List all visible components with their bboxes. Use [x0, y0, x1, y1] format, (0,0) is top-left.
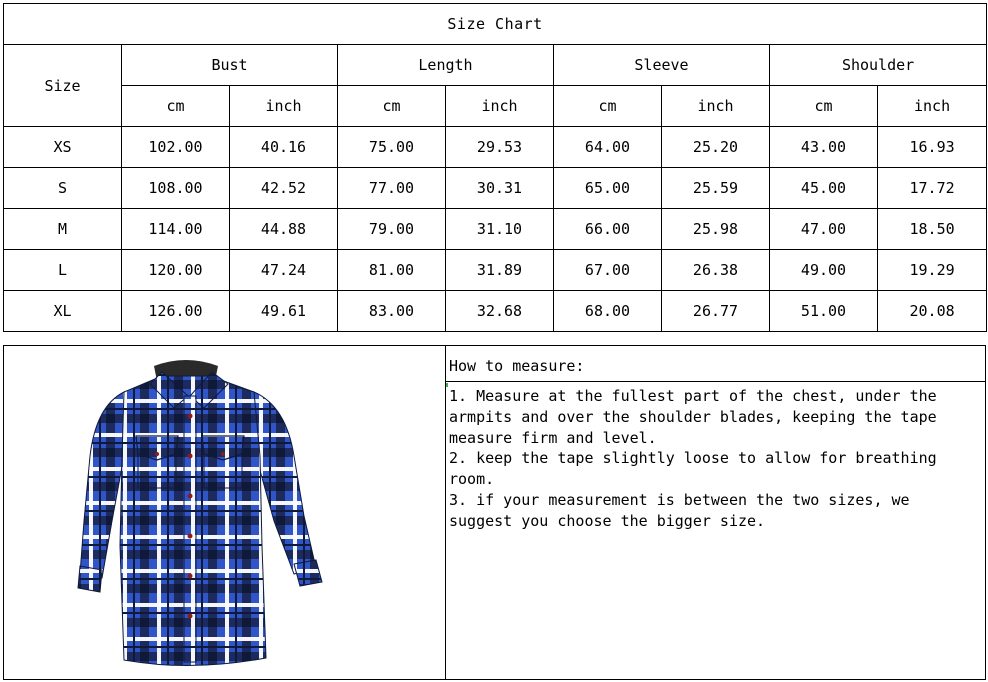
group-header-shoulder: Shoulder: [770, 45, 987, 86]
measure-steps: [449, 386, 981, 532]
size-column-header: Size: [4, 45, 122, 127]
size-label: XS: [4, 127, 122, 168]
cell-marker: [446, 383, 448, 387]
group-header-bust: Bust: [122, 45, 338, 86]
table-cell: 51.00: [770, 291, 878, 332]
table-cell: 26.38: [662, 250, 770, 291]
table-row: [4, 127, 987, 168]
how-to-measure-cell: [446, 346, 985, 679]
table-cell: 30.31: [446, 168, 554, 209]
table-cell: 42.52: [230, 168, 338, 209]
measure-step: 2. keep the tape slightly loose to allow for breathing room.: [449, 449, 937, 489]
table-cell: 43.00: [770, 127, 878, 168]
how-to-measure-title: How to measure:: [446, 346, 985, 382]
table-cell: 25.20: [662, 127, 770, 168]
size-chart-table: [3, 3, 987, 332]
table-cell: 49.00: [770, 250, 878, 291]
table-row: [4, 168, 987, 209]
table-cell: 19.29: [878, 250, 987, 291]
unit-header: inch: [446, 86, 554, 127]
table-cell: 31.89: [446, 250, 554, 291]
table-cell: 49.61: [230, 291, 338, 332]
table-cell: 26.77: [662, 291, 770, 332]
unit-header: inch: [878, 86, 987, 127]
table-cell: 75.00: [338, 127, 446, 168]
table-cell: 114.00: [122, 209, 230, 250]
table-cell: 25.98: [662, 209, 770, 250]
table-cell: 20.08: [878, 291, 987, 332]
measure-step: 1. Measure at the fullest part of the chest, under the armpits and over the shoulder blades, keeping the tape measure firm and level.: [449, 387, 937, 447]
unit-header: cm: [122, 86, 230, 127]
table-cell: 68.00: [554, 291, 662, 332]
table-cell: 29.53: [446, 127, 554, 168]
table-row: [4, 291, 987, 332]
table-cell: 108.00: [122, 168, 230, 209]
table-cell: 47.00: [770, 209, 878, 250]
table-cell: 67.00: [554, 250, 662, 291]
table-cell: 18.50: [878, 209, 987, 250]
table-cell: 25.59: [662, 168, 770, 209]
table-cell: 47.24: [230, 250, 338, 291]
table-row: [4, 250, 987, 291]
unit-header: inch: [662, 86, 770, 127]
table-cell: 79.00: [338, 209, 446, 250]
measure-step: 3. if your measurement is between the two sizes, we suggest you choose the bigger size.: [449, 490, 910, 530]
plaid-shirt-image: [4, 346, 445, 679]
unit-header: cm: [338, 86, 446, 127]
chart-title: Size Chart: [4, 4, 987, 45]
measure-panel: [3, 345, 986, 680]
unit-header: cm: [554, 86, 662, 127]
size-label: XL: [4, 291, 122, 332]
table-cell: 83.00: [338, 291, 446, 332]
unit-header: cm: [770, 86, 878, 127]
size-label: L: [4, 250, 122, 291]
size-label: M: [4, 209, 122, 250]
table-cell: 16.93: [878, 127, 987, 168]
table-cell: 45.00: [770, 168, 878, 209]
table-cell: 64.00: [554, 127, 662, 168]
table-cell: 77.00: [338, 168, 446, 209]
table-cell: 31.10: [446, 209, 554, 250]
table-cell: 66.00: [554, 209, 662, 250]
group-header-sleeve: Sleeve: [554, 45, 770, 86]
table-cell: 126.00: [122, 291, 230, 332]
size-label: S: [4, 168, 122, 209]
table-cell: 32.68: [446, 291, 554, 332]
table-cell: 40.16: [230, 127, 338, 168]
table-cell: 44.88: [230, 209, 338, 250]
table-cell: 120.00: [122, 250, 230, 291]
group-header-length: Length: [338, 45, 554, 86]
table-cell: 65.00: [554, 168, 662, 209]
product-image-cell: [4, 346, 446, 679]
unit-header: inch: [230, 86, 338, 127]
table-cell: 81.00: [338, 250, 446, 291]
table-cell: 102.00: [122, 127, 230, 168]
table-row: [4, 209, 987, 250]
table-cell: 17.72: [878, 168, 987, 209]
